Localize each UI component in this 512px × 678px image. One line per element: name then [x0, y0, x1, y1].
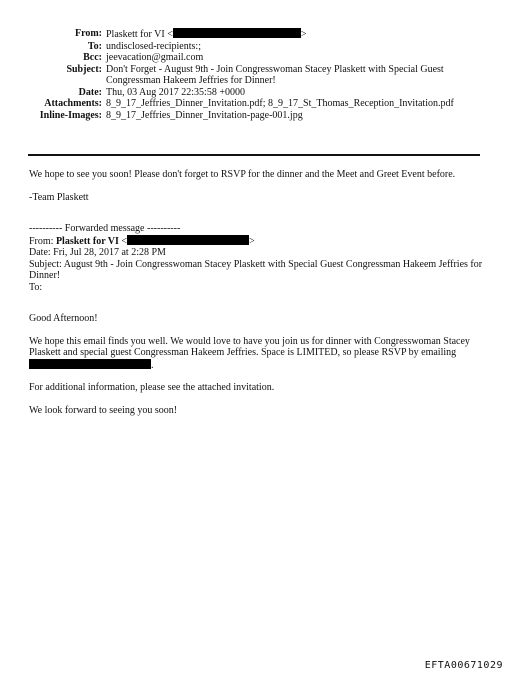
forwarded-date: Date: Fri, Jul 28, 2017 at 2:28 PM [29, 247, 166, 258]
header-date-row [28, 87, 484, 99]
paragraph-1 [29, 336, 491, 372]
header-to-row [28, 41, 484, 53]
paragraph-1-end: . [151, 359, 154, 371]
attachments-value[interactable]: 8_9_17_Jeffries_Dinner_Invitation.pdf; 8_9_17_St_Thomas_Reception_Invitation.pdf [106, 98, 454, 109]
bcc-label: Bcc: [83, 52, 102, 63]
from-suffix: > [300, 29, 307, 40]
forwarded-subject: Subject: August 9th - Join Congresswoman Stacey Plaskett with Special Guest Congressman Hakeem Jeffries for Dinner! [29, 258, 483, 281]
redaction-bar [29, 359, 151, 369]
signoff-text: -Team Plaskett [29, 191, 89, 203]
attachments-label: Attachments: [44, 98, 102, 109]
fwd-from-close: > [249, 235, 255, 247]
header-attachments-row [28, 98, 484, 110]
intro-text: We hope to see you soon! Please don't forget to RSVP for the dinner and the Meet and Greet Event before. [29, 169, 456, 180]
date-value: Thu, 03 Aug 2017 22:35:58 +0000 [106, 86, 245, 98]
header-bcc-row [28, 52, 484, 64]
from-sender: Plaskett for VI < [106, 29, 173, 40]
header-divider [28, 154, 480, 156]
date-label: Date: [78, 86, 102, 98]
inline-images-value[interactable]: 8_9_17_Jeffries_Dinner_Invitation-page-001.jpg [106, 109, 303, 121]
paragraph-3: We look forward to seeing you soon! [29, 404, 178, 416]
from-value [106, 28, 484, 41]
forwarded-from [29, 235, 491, 248]
bcc-value: jeevacation@gmail.com [106, 52, 204, 63]
forwarded-marker: ---------- Forwarded message ---------- [29, 223, 181, 234]
to-label: To: [87, 40, 102, 52]
header-subject-row [28, 64, 484, 87]
inline-images-label: Inline-Images: [39, 109, 102, 121]
paragraph-2: For additional information, please see the attached invitation. [29, 382, 275, 393]
to-value: undisclosed-recipients:; [106, 40, 201, 52]
header-from-row [28, 28, 484, 41]
fwd-from-label: From: [29, 235, 56, 247]
email-body [29, 169, 491, 416]
fwd-from-open: < [118, 235, 128, 247]
redaction-bar [127, 235, 249, 245]
fwd-from-name: Plaskett for VI [55, 235, 119, 247]
paragraph-1-text: We hope this email finds you well. We would love to have you join us for dinner with Congresswoman Stacey Plaskett and special guest Congressman Hakeem Jeffries. Space is LIMITED, so please RSVP by emailing [29, 335, 470, 358]
redaction-bar [173, 28, 301, 38]
forwarded-to: To: [29, 281, 43, 293]
subject-value: Don't Forget - August 9th - Join Congresswoman Stacey Plaskett with Special Guest Congressman Hakeem Jeffries for Dinner! [106, 63, 444, 86]
subject-label: Subject: [66, 63, 102, 75]
greeting-text: Good Afternoon! [29, 313, 98, 324]
document-id: EFTA00671029 [424, 659, 503, 671]
email-header [28, 28, 484, 121]
header-inline-images-row [28, 110, 484, 122]
from-label: From: [74, 28, 102, 39]
